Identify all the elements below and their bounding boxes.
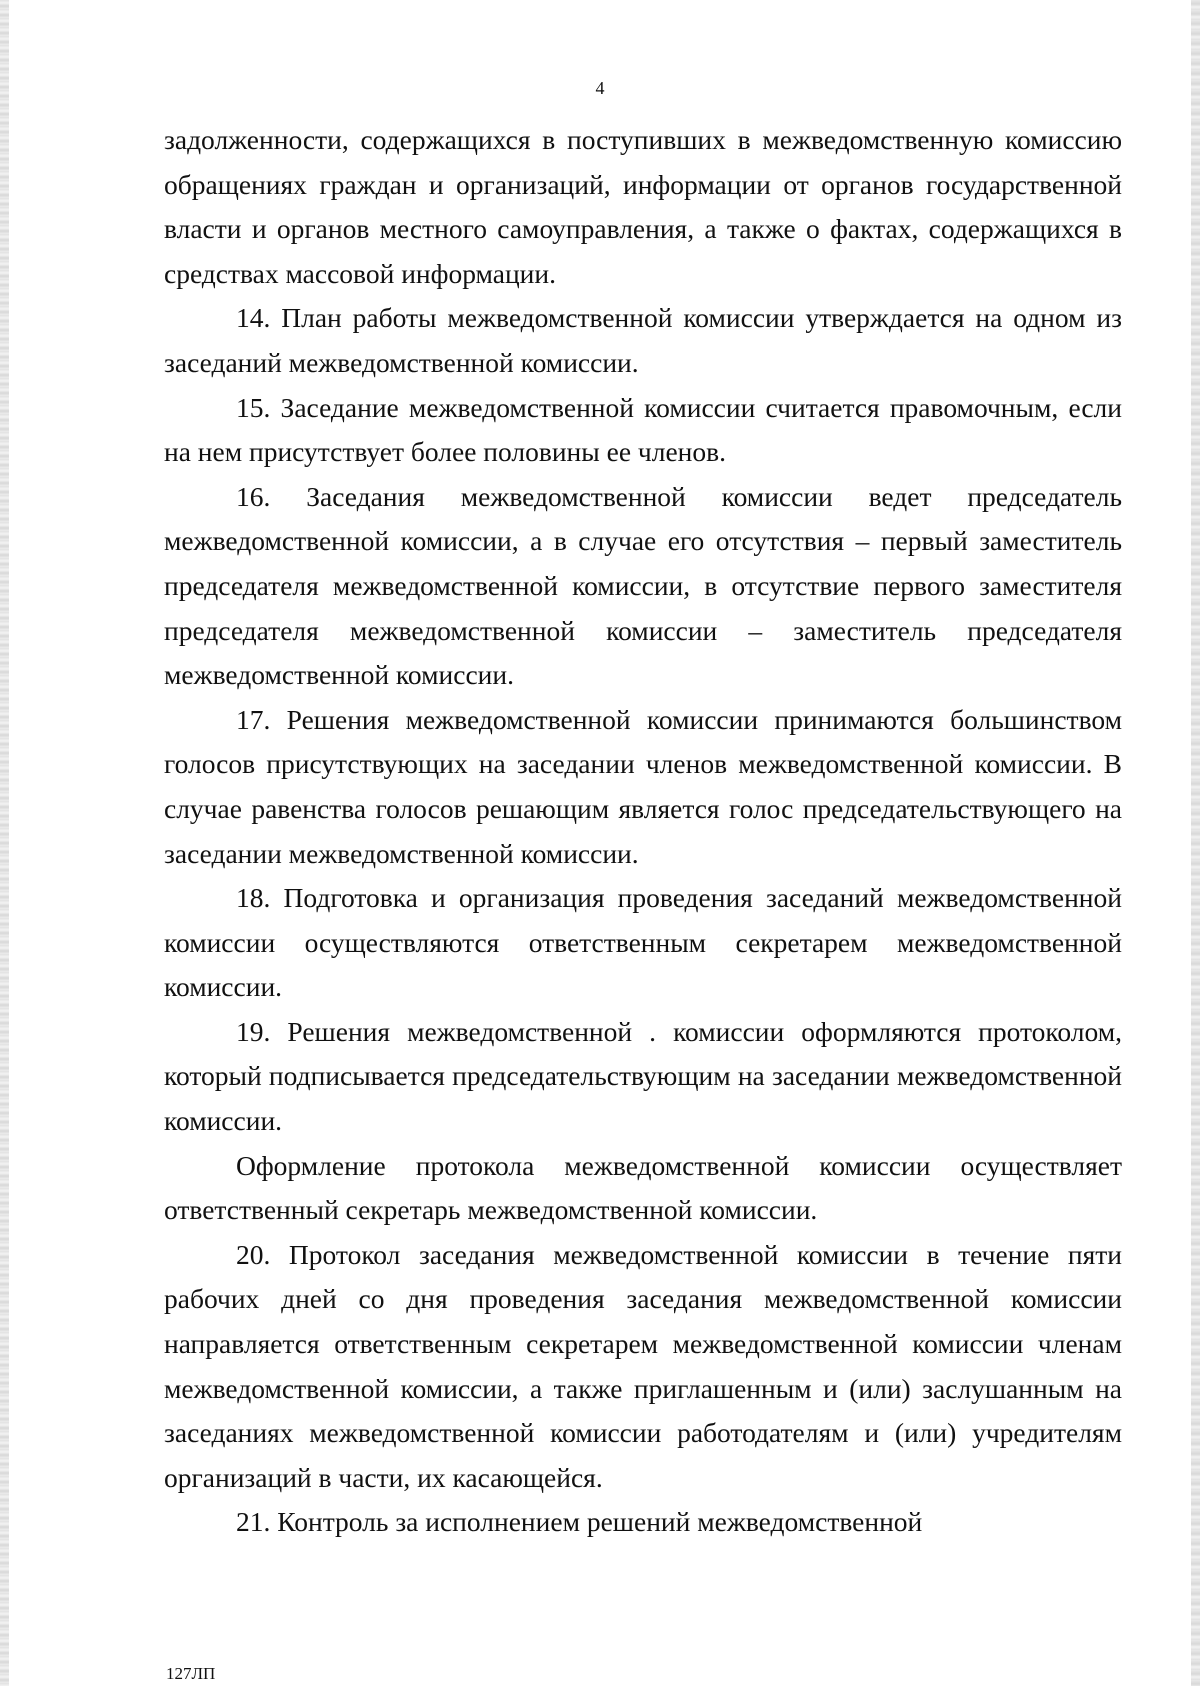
document-body: [164, 118, 1122, 1545]
paragraph-19-protocol: Оформление протокола межведомственной комиссии осуществляет ответственный секретарь межведомственной комиссии.: [164, 1149, 1122, 1226]
page-number: 4: [595, 78, 605, 98]
paragraph-13-continuation: задолженности, содержащихся в поступивших в межведомственную комиссию обращениях граждан и организаций, информации от органов государственной власти и органов местного самоуправления, а также о фактах, содержащихся в средствах массовой информации.: [164, 124, 1122, 289]
paragraph-20: 20. Протокол заседания межведомственной комиссии в течение пяти рабочих дней со дня проведения заседания межведомственной комиссии направляется ответственным секретарем межведомственной комиссии членам межведомственной комиссии, а также приглашенным и (или) заслушанным на заседаниях межведомственной комиссии работодателям и (или) учредителям организаций в части, их касающейся.: [164, 1238, 1122, 1493]
paragraph-16: 16. Заседания межведомственной комиссии ведет председатель межведомственной комиссии, а в случае его отсутствия – первый заместитель председателя межведомственной комиссии, в отсутствие первого заместителя председателя межведомственной комиссии – заместитель председателя межведомственной комиссии.: [164, 480, 1122, 691]
scan-edge-left: [0, 0, 9, 1686]
paragraph-14: 14. План работы межведомственной комиссии утверждается на одном из заседаний межведомственной комиссии.: [164, 302, 1122, 378]
paragraph-15: 15. Заседание межведомственной комиссии считается правомочным, если на нем присутствует более половины ее членов.: [164, 391, 1122, 468]
footer-document-code: 127ЛП: [166, 1664, 216, 1683]
paragraph-19: 19. Решения межведомственной . комиссии оформляются протоколом, который подписывается председательствующим на заседании межведомственной комиссии.: [164, 1015, 1122, 1137]
paragraph-17: 17. Решения межведомственной комиссии принимаются большинством голосов присутствующих на заседании членов межведомственной комиссии. В случае равенства голосов решающим является голос председательствующего на заседании межведомственной комиссии.: [164, 703, 1122, 869]
paragraph-21: 21. Контроль за исполнением решений межведомственной: [236, 1506, 923, 1538]
scan-edge-right: [1191, 0, 1200, 1686]
paragraph-18: 18. Подготовка и организация проведения заседаний межведомственной комиссии осуществляются ответственным секретарем межведомственной комиссии.: [164, 882, 1122, 1003]
